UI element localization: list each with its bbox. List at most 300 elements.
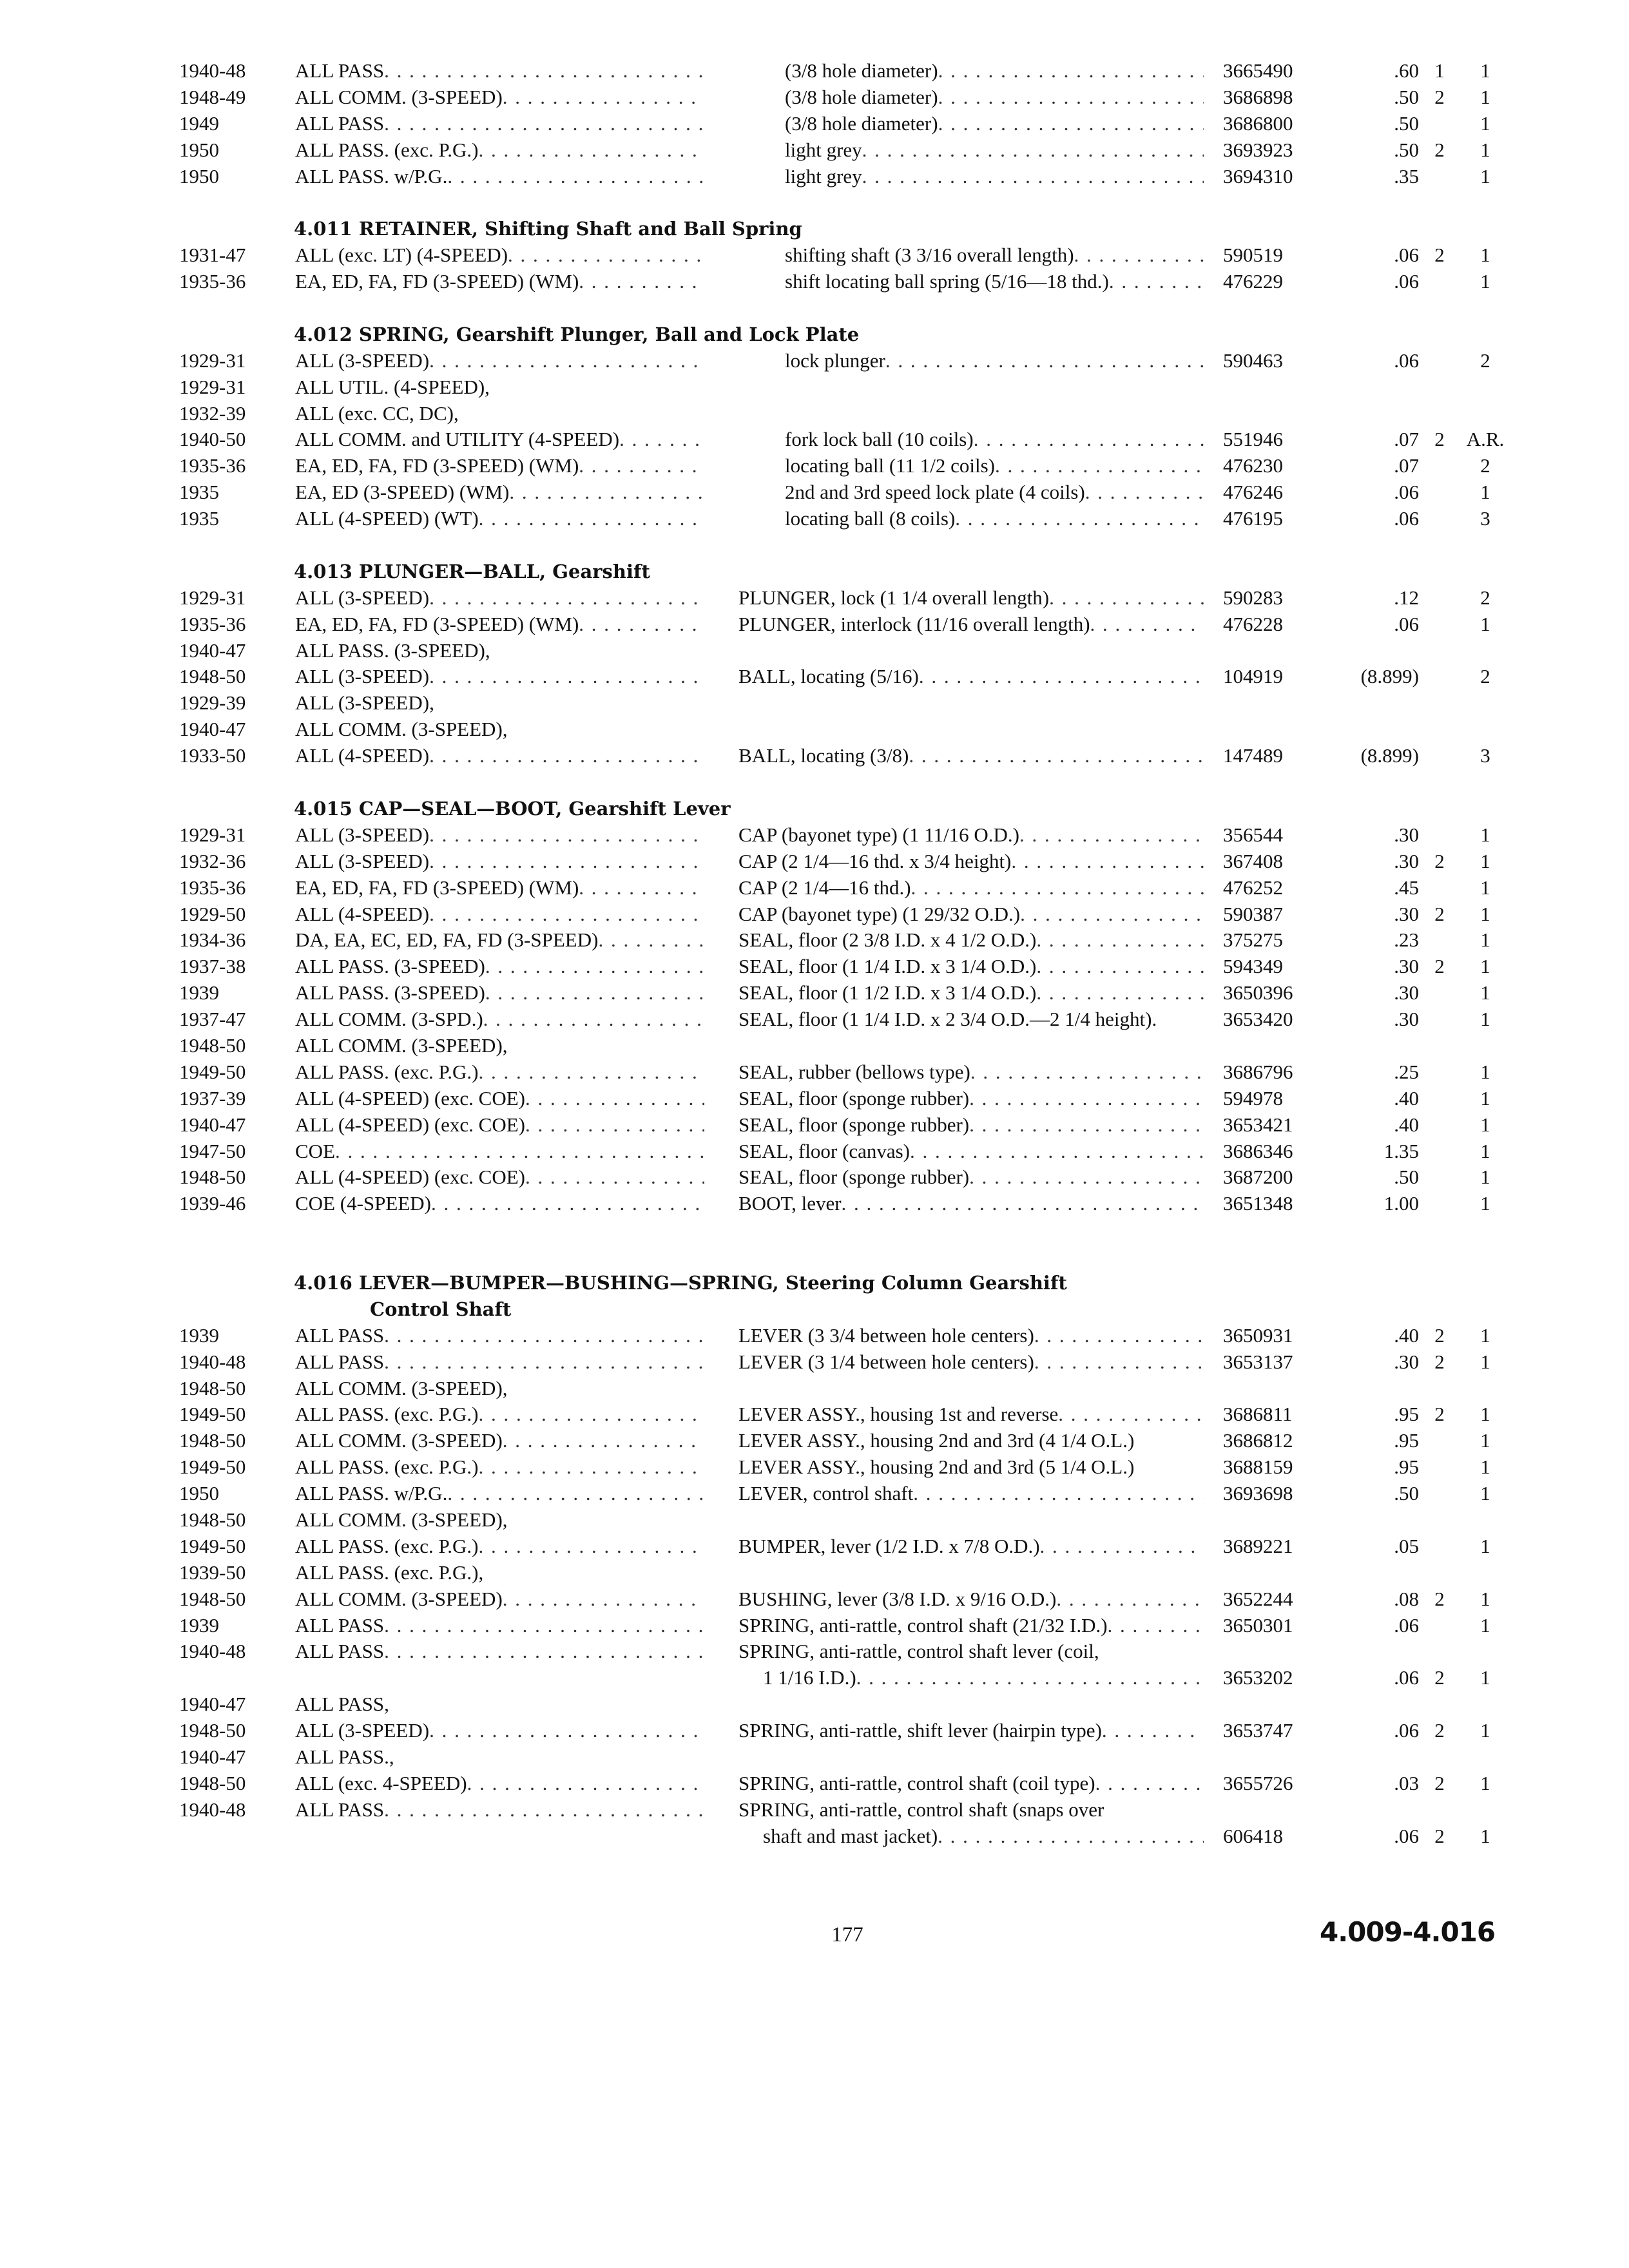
leader-dots <box>525 1086 704 1112</box>
leader-dots <box>1109 269 1204 295</box>
list-price: (8.899) <box>1360 665 1419 688</box>
model-text: ALL PASS. (3-SPEED), <box>295 639 490 662</box>
pkg-quantity: 2 <box>1434 244 1445 267</box>
part-description <box>785 348 1204 374</box>
part-number: 3693698 <box>1223 1482 1293 1505</box>
part-description <box>738 1139 1204 1165</box>
model-text: ALL PASS. w/P.G. <box>295 164 448 187</box>
model-application <box>295 1560 704 1586</box>
model-text: ALL COMM. (3-SPEED), <box>295 1508 508 1531</box>
leader-dots <box>478 1454 704 1481</box>
model-application <box>295 954 704 980</box>
part-description <box>785 111 1204 137</box>
quantity-used: 1 <box>1480 1666 1490 1689</box>
description-text: CAP (bayonet type) (1 29/32 O.D.) <box>738 902 1021 925</box>
model-years: 1935-36 <box>179 270 246 293</box>
part-number: 594978 <box>1223 1086 1283 1110</box>
spacer <box>0 1217 1629 1244</box>
leader-dots <box>384 58 704 84</box>
description-text: SEAL, floor (2 3/8 I.D. x 4 1/2 O.D.) <box>738 928 1037 952</box>
part-row <box>0 84 1629 111</box>
model-text: ALL PASS. (exc. P.G.) <box>295 1403 479 1426</box>
part-number: 3688159 <box>1223 1456 1293 1479</box>
model-text: ALL PASS <box>295 1798 385 1821</box>
part-row <box>0 1639 1629 1665</box>
leader-dots <box>1102 1718 1204 1744</box>
part-row <box>0 1349 1629 1376</box>
section-heading <box>0 322 1629 348</box>
description-text: PLUNGER, lock (1 1/4 overall length) <box>738 586 1050 609</box>
model-text: ALL COMM. (3-SPD.) <box>295 1008 483 1031</box>
part-number: 375275 <box>1223 928 1283 952</box>
part-number: 3655726 <box>1223 1771 1293 1794</box>
pkg-quantity: 2 <box>1434 1587 1445 1610</box>
leader-dots <box>885 348 1204 374</box>
leader-dots <box>955 506 1204 532</box>
pkg-quantity: 2 <box>1434 1666 1445 1689</box>
model-text: ALL COMM. (3-SPEED) <box>295 1587 503 1610</box>
model-years: 1940-47 <box>179 718 246 741</box>
model-years: 1940-47 <box>179 639 246 662</box>
model-years: 1939 <box>179 981 219 1004</box>
leader-dots <box>974 427 1204 453</box>
part-number: 3653202 <box>1223 1666 1293 1689</box>
part-description <box>738 927 1204 954</box>
part-row <box>0 479 1629 506</box>
leader-dots <box>970 1059 1204 1086</box>
part-description <box>738 1718 1204 1744</box>
model-text: ALL PASS. w/P.G. <box>295 1482 448 1505</box>
part-description <box>738 1823 1204 1850</box>
part-description <box>738 1771 1204 1797</box>
leader-dots <box>447 1481 704 1507</box>
model-text: ALL PASS. (exc. P.G.) <box>295 1456 479 1479</box>
list-price: .50 <box>1394 85 1419 108</box>
model-text: ALL (4-SPEED) (WT) <box>295 507 479 530</box>
part-description <box>738 1586 1204 1613</box>
model-application <box>295 716 704 743</box>
part-row <box>0 1560 1629 1586</box>
model-application <box>295 1507 704 1533</box>
model-text: ALL (3-SPEED), <box>295 691 434 715</box>
part-description <box>785 269 1204 295</box>
part-number: 356544 <box>1223 823 1283 846</box>
part-row <box>0 585 1629 611</box>
part-description <box>738 1349 1204 1376</box>
model-application <box>295 164 704 190</box>
model-text: EA, ED, FA, FD (3-SPEED) (WM) <box>295 876 579 899</box>
list-price: .06 <box>1394 349 1419 372</box>
leader-dots <box>842 1191 1204 1217</box>
model-years: 1939-50 <box>179 1561 246 1584</box>
quantity-used: 1 <box>1480 59 1490 82</box>
model-application <box>295 1376 704 1402</box>
quantity-used: 1 <box>1480 981 1490 1004</box>
part-number: 3686346 <box>1223 1139 1293 1162</box>
model-years: 1940-47 <box>179 1745 246 1768</box>
leader-dots <box>384 1349 704 1376</box>
part-description <box>738 1533 1204 1560</box>
pkg-quantity: 2 <box>1434 849 1445 872</box>
description-text: SEAL, floor (sponge rubber) <box>738 1166 970 1189</box>
part-number: 3653421 <box>1223 1113 1293 1136</box>
part-row <box>0 401 1629 427</box>
part-row <box>0 690 1629 716</box>
pkg-quantity: 2 <box>1434 138 1445 161</box>
model-years: 1949 <box>179 111 219 135</box>
part-row <box>0 137 1629 164</box>
model-years: 1950 <box>179 138 219 161</box>
model-application <box>295 1428 704 1454</box>
part-row <box>0 242 1629 269</box>
section-title: 4.013 PLUNGER—BALL, Gearshift <box>294 560 650 582</box>
model-application <box>295 1191 704 1217</box>
model-application <box>295 1639 704 1665</box>
page-number: 177 <box>831 1923 863 1946</box>
model-text: ALL (4-SPEED) (exc. COE) <box>295 1086 525 1110</box>
quantity-used: 1 <box>1480 1113 1490 1136</box>
model-text: ALL PASS <box>295 1613 385 1637</box>
part-row <box>0 269 1629 295</box>
pkg-quantity: 2 <box>1434 1403 1445 1426</box>
part-row <box>0 1428 1629 1454</box>
part-row <box>0 1059 1629 1086</box>
leader-dots <box>579 269 704 295</box>
model-application <box>295 479 704 506</box>
list-price: .25 <box>1394 1060 1419 1083</box>
section-heading <box>0 1270 1629 1296</box>
leader-dots <box>335 1139 704 1165</box>
list-price: .40 <box>1394 1323 1419 1347</box>
pkg-quantity: 1 <box>1434 59 1445 82</box>
model-years: 1935 <box>179 507 219 530</box>
model-text: ALL PASS. (exc. P.G.) <box>295 1060 479 1083</box>
quantity-used: 1 <box>1480 1139 1490 1162</box>
quantity-used: 2 <box>1480 665 1490 688</box>
part-row <box>0 954 1629 980</box>
part-number: 147489 <box>1223 744 1283 767</box>
leader-dots <box>485 954 704 980</box>
part-row <box>0 164 1629 190</box>
model-years: 1948-49 <box>179 85 246 108</box>
part-description <box>785 453 1204 479</box>
description-text: BOOT, lever <box>738 1192 842 1215</box>
part-description <box>738 1059 1204 1086</box>
part-row <box>0 1164 1629 1191</box>
part-row <box>0 1718 1629 1744</box>
part-description <box>738 1006 1204 1033</box>
leader-dots <box>598 927 704 954</box>
leader-dots <box>1074 242 1204 269</box>
part-number: 476229 <box>1223 270 1283 293</box>
pkg-quantity: 2 <box>1434 428 1445 451</box>
model-years: 1940-48 <box>179 1350 246 1373</box>
list-price: .30 <box>1394 1008 1419 1031</box>
part-row <box>0 1665 1629 1691</box>
section-title: 4.016 LEVER—BUMPER—BUSHING—SPRING, Steering Column Gearshift <box>294 1271 1067 1294</box>
model-text: ALL (exc. LT) (4-SPEED) <box>295 244 508 267</box>
part-number: 551946 <box>1223 428 1283 451</box>
model-years: 1939 <box>179 1613 219 1637</box>
part-row <box>0 1771 1629 1797</box>
model-application <box>295 58 704 84</box>
part-row <box>0 374 1629 401</box>
description-text: shaft and mast jacket) <box>763 1824 938 1847</box>
part-number: 476246 <box>1223 481 1283 504</box>
section-heading <box>0 1296 1629 1323</box>
section-title: 4.015 CAP—SEAL—BOOT, Gearshift Lever <box>294 797 731 820</box>
part-row <box>0 1797 1629 1823</box>
model-years: 1939-46 <box>179 1192 246 1215</box>
model-text: ALL (3-SPEED) <box>295 665 430 688</box>
model-years: 1935-36 <box>179 454 246 477</box>
part-number: 3653420 <box>1223 1008 1293 1031</box>
model-text: ALL (4-SPEED) (exc. COE) <box>295 1113 525 1136</box>
pkg-quantity: 2 <box>1434 85 1445 108</box>
model-text: ALL PASS., <box>295 1745 394 1768</box>
model-text: ALL PASS. (3-SPEED) <box>295 955 485 978</box>
leader-dots <box>862 164 1204 190</box>
model-text: ALL COMM. (3-SPEED), <box>295 718 508 741</box>
quantity-used: 1 <box>1480 1060 1490 1083</box>
part-description <box>738 1797 1204 1823</box>
leader-dots <box>384 1323 704 1349</box>
leader-dots <box>1034 1323 1204 1349</box>
model-years: 1940-47 <box>179 1693 246 1716</box>
section-title: Control Shaft <box>370 1298 512 1320</box>
part-number: 590283 <box>1223 586 1283 609</box>
quantity-used: 1 <box>1480 1429 1490 1452</box>
spacer <box>0 295 1629 322</box>
model-years: 1950 <box>179 1482 219 1505</box>
part-row <box>0 1533 1629 1560</box>
part-number: 3686811 <box>1223 1403 1293 1426</box>
list-price: .95 <box>1394 1456 1419 1479</box>
part-row <box>0 849 1629 875</box>
model-application <box>295 1454 704 1481</box>
leader-dots <box>384 1613 704 1639</box>
leader-dots <box>525 1164 704 1191</box>
part-number: 3689221 <box>1223 1534 1293 1557</box>
leader-dots <box>479 506 704 532</box>
leader-dots <box>1036 980 1204 1006</box>
leader-dots <box>1020 901 1204 928</box>
model-application <box>295 374 704 401</box>
leader-dots <box>913 1481 1204 1507</box>
description-text: light grey <box>785 164 862 187</box>
model-years: 1937-47 <box>179 1008 246 1031</box>
list-price: .30 <box>1394 1350 1419 1373</box>
model-text: ALL PASS <box>295 111 385 135</box>
quantity-used: 1 <box>1480 85 1490 108</box>
part-description <box>738 743 1204 769</box>
leader-dots <box>503 84 704 111</box>
part-row <box>0 1006 1629 1033</box>
model-years: 1933-50 <box>179 744 246 767</box>
model-text: ALL COMM. (3-SPEED) <box>295 1429 503 1452</box>
section-heading <box>0 796 1629 822</box>
list-price: .03 <box>1394 1771 1419 1794</box>
part-row <box>0 1376 1629 1402</box>
spacer <box>0 189 1629 216</box>
leader-dots <box>938 111 1204 137</box>
model-application <box>295 269 704 295</box>
quantity-used: 2 <box>1480 586 1490 609</box>
section-range: 4.009-4.016 <box>1320 1916 1496 1948</box>
list-price: .06 <box>1394 270 1419 293</box>
description-text: shift locating ball spring (5/16—18 thd.) <box>785 270 1109 293</box>
model-years: 1935 <box>179 481 219 504</box>
pkg-quantity: 2 <box>1434 1771 1445 1794</box>
quantity-used: A.R. <box>1466 428 1505 451</box>
part-number: 606418 <box>1223 1824 1283 1847</box>
description-text: SEAL, floor (sponge rubber) <box>738 1113 970 1136</box>
part-row <box>0 1586 1629 1613</box>
leader-dots <box>919 664 1204 690</box>
leader-dots <box>478 1533 704 1560</box>
model-text: ALL (3-SPEED) <box>295 849 430 872</box>
model-application <box>295 875 704 901</box>
quantity-used: 1 <box>1480 164 1490 187</box>
part-row <box>0 716 1629 743</box>
model-text: EA, ED (3-SPEED) (WM) <box>295 481 510 504</box>
quantity-used: 1 <box>1480 823 1490 846</box>
quantity-used: 1 <box>1480 1323 1490 1347</box>
quantity-used: 1 <box>1480 1719 1490 1742</box>
list-price: .45 <box>1394 876 1419 899</box>
part-description <box>785 137 1204 164</box>
leader-dots <box>429 901 704 928</box>
model-years: 1950 <box>179 164 219 187</box>
quantity-used: 1 <box>1480 1166 1490 1189</box>
leader-dots <box>429 743 704 769</box>
part-number: 3650396 <box>1223 981 1293 1004</box>
leader-dots <box>862 137 1204 164</box>
leader-dots <box>1034 1349 1204 1376</box>
description-text: BALL, locating (3/8) <box>738 744 909 767</box>
description-text: (3/8 hole diameter) <box>785 85 938 108</box>
list-price: .50 <box>1394 1166 1419 1189</box>
part-row <box>0 743 1629 769</box>
leader-dots <box>503 1586 704 1613</box>
list-price: .08 <box>1394 1587 1419 1610</box>
list-price: .07 <box>1394 428 1419 451</box>
part-description <box>738 611 1204 638</box>
model-years: 1948-50 <box>179 1719 246 1742</box>
part-row <box>0 427 1629 453</box>
part-row <box>0 1191 1629 1217</box>
list-price: .40 <box>1394 1086 1419 1110</box>
leader-dots <box>856 1665 1204 1691</box>
description-text: LEVER (3 3/4 between hole centers) <box>738 1323 1034 1347</box>
description-text: fork lock ball (10 coils) <box>785 428 974 451</box>
part-description <box>738 901 1204 928</box>
model-text: COE (4-SPEED) <box>295 1192 431 1215</box>
part-description <box>738 1191 1204 1217</box>
model-text: ALL PASS <box>295 1350 385 1373</box>
leader-dots <box>938 1823 1204 1850</box>
part-number: 476228 <box>1223 612 1283 635</box>
model-application <box>295 111 704 137</box>
model-application <box>295 1586 704 1613</box>
leader-dots <box>429 1718 704 1744</box>
part-description <box>738 1323 1204 1349</box>
model-application <box>295 980 704 1006</box>
quantity-used: 1 <box>1480 1192 1490 1215</box>
model-application <box>295 743 704 769</box>
quantity-used: 1 <box>1480 1456 1490 1479</box>
model-text: EA, ED, FA, FD (3-SPEED) (WM) <box>295 612 579 635</box>
part-number: 3652244 <box>1223 1587 1293 1610</box>
model-years: 1948-50 <box>179 1166 246 1189</box>
description-text: light grey <box>785 138 862 161</box>
leader-dots <box>509 479 704 506</box>
part-description <box>738 1428 1204 1454</box>
leader-dots <box>1011 849 1204 875</box>
model-years: 1937-39 <box>179 1086 246 1110</box>
part-description <box>738 1481 1204 1507</box>
model-text: ALL COMM. (3-SPEED) <box>295 85 503 108</box>
model-years: 1940-47 <box>179 1113 246 1136</box>
model-application <box>295 401 704 427</box>
spacer <box>0 532 1629 559</box>
part-row <box>0 1139 1629 1165</box>
model-text: ALL (exc. 4-SPEED) <box>295 1771 467 1794</box>
model-application <box>295 1771 704 1797</box>
description-text: SPRING, anti-rattle, control shaft (coil type) <box>738 1771 1095 1794</box>
part-number: 476252 <box>1223 876 1283 899</box>
part-row <box>0 58 1629 84</box>
part-number: 3650301 <box>1223 1613 1293 1637</box>
description-text: shifting shaft (3 3/16 overall length) <box>785 244 1074 267</box>
model-application <box>295 1613 704 1639</box>
model-application <box>295 638 704 664</box>
list-price: .06 <box>1394 481 1419 504</box>
description-text: BUMPER, lever (1/2 I.D. x 7/8 O.D.) <box>738 1534 1040 1557</box>
pkg-quantity: 2 <box>1434 1323 1445 1347</box>
part-number: 3653137 <box>1223 1350 1293 1373</box>
description-text: LEVER, control shaft <box>738 1482 914 1505</box>
model-application <box>295 137 704 164</box>
list-price: .30 <box>1394 849 1419 872</box>
description-text: (3/8 hole diameter) <box>785 59 938 82</box>
model-years: 1949-50 <box>179 1534 246 1557</box>
model-text: ALL PASS. (exc. P.G.) <box>295 138 479 161</box>
part-row <box>0 664 1629 690</box>
quantity-used: 1 <box>1480 1086 1490 1110</box>
model-text: ALL PASS. (exc. P.G.), <box>295 1561 484 1584</box>
model-application <box>295 1401 704 1428</box>
part-description <box>738 875 1204 901</box>
leader-dots <box>938 84 1204 111</box>
model-years: 1935-36 <box>179 612 246 635</box>
leader-dots <box>384 1797 704 1823</box>
part-row <box>0 638 1629 664</box>
description-text: SEAL, floor (1 1/4 I.D. x 3 1/4 O.D.) <box>738 955 1037 978</box>
leader-dots <box>579 611 704 638</box>
leader-dots <box>431 1191 704 1217</box>
model-text: ALL (3-SPEED) <box>295 349 430 372</box>
leader-dots <box>429 664 704 690</box>
model-text: ALL PASS <box>295 1323 385 1347</box>
part-row <box>0 348 1629 374</box>
part-row <box>0 1823 1629 1850</box>
part-number: 476230 <box>1223 454 1283 477</box>
leader-dots <box>429 822 704 849</box>
part-number: 3693923 <box>1223 138 1293 161</box>
model-application <box>295 664 704 690</box>
quantity-used: 1 <box>1480 1771 1490 1794</box>
